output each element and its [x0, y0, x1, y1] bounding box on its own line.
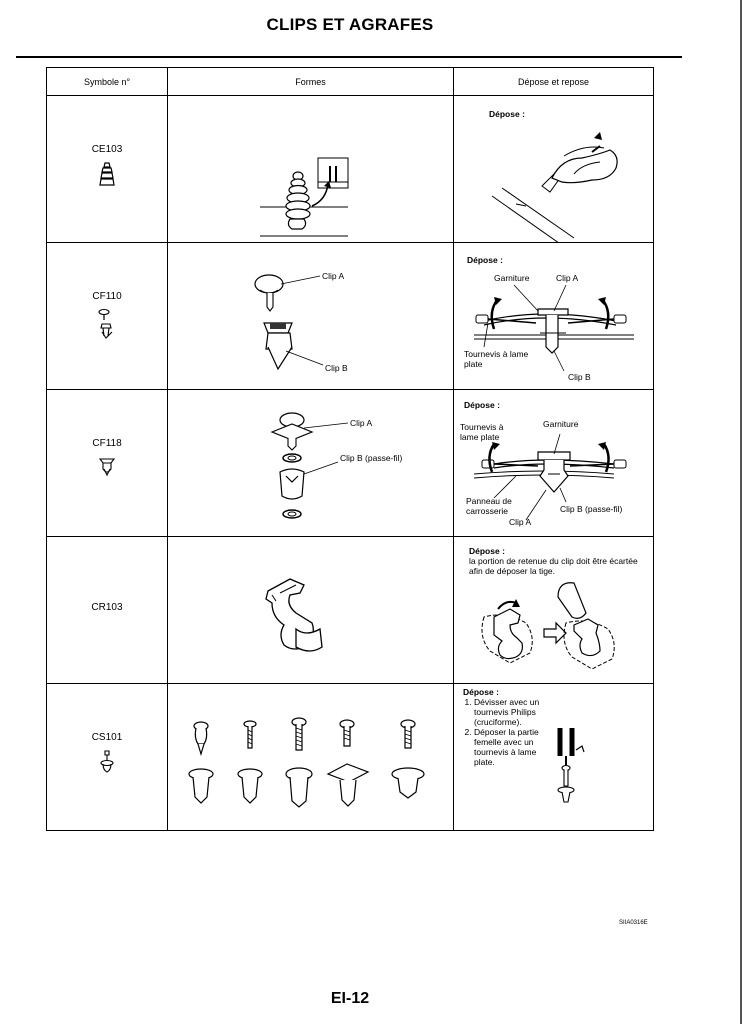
removal-label: Clip B (passe-fil): [560, 504, 623, 514]
depose-title: Dépose :: [469, 546, 505, 556]
removal-instruction: la portion de retenue du clip doit être écartée afin de déposer la tige.: [469, 556, 638, 576]
table-row: [47, 96, 654, 243]
form-label: Clip A: [322, 271, 345, 281]
form-label: Clip B: [325, 363, 348, 373]
symbol-code: CE103: [91, 144, 123, 155]
page-title: CLIPS ET AGRAFES: [266, 15, 434, 34]
form-label: Clip B (passe-fil): [340, 453, 403, 463]
symbol-cell: [47, 684, 168, 831]
depose-title: Dépose :: [463, 687, 499, 697]
removal-step: 2. Déposer la partie femelle avec un tournevis à lame plate.: [474, 727, 555, 767]
depose-cell: [454, 390, 654, 537]
form-label: Clip A: [350, 418, 373, 428]
cf118-symbol-icon: [98, 455, 116, 477]
cr103-form-drawing: [168, 537, 454, 683]
removal-label: Clip A: [509, 517, 532, 527]
header-forms: Formes: [168, 68, 454, 96]
forms-cell: [168, 537, 454, 684]
cr103-removal-drawing: [454, 537, 654, 683]
removal-label: Clip A: [556, 273, 579, 283]
depose-title: Dépose :: [464, 400, 500, 410]
table-row: [47, 390, 654, 537]
depose-cell: [454, 684, 654, 831]
header-depose: Dépose et repose: [454, 68, 654, 96]
table-header-row: [47, 68, 654, 96]
removal-label: Garniture: [543, 419, 579, 429]
table-row: [47, 684, 654, 831]
removal-step: 1. Dévisser avec un tournevis Philips (cruciforme).: [474, 697, 555, 727]
depose-cell: [454, 243, 654, 390]
ce103-form-drawing: [168, 96, 454, 242]
table-row: [47, 537, 654, 684]
removal-label: Clip B: [568, 372, 591, 382]
cf118-form-drawing: [168, 390, 454, 536]
symbol-cell: [47, 537, 168, 684]
ce103-removal-drawing: [454, 96, 654, 242]
clips-table: [46, 67, 654, 831]
figure-code: SIIA0316E: [619, 920, 648, 926]
forms-cell: [168, 684, 454, 831]
symbol-code: CF110: [92, 291, 122, 302]
symbol-code: CR103: [91, 602, 123, 613]
cf110-form-drawing: [168, 243, 454, 389]
cs101-form-drawing: [168, 684, 454, 830]
table-row: [47, 243, 654, 390]
depose-title: Dépose :: [489, 109, 525, 119]
symbol-cell: [47, 390, 168, 537]
symbol-cell: [47, 243, 168, 390]
cf110-symbol-icon: [96, 308, 118, 340]
cs101-removal-drawing: [454, 684, 654, 830]
forms-cell: [168, 243, 454, 390]
removal-label: Garniture: [494, 273, 530, 283]
removal-label: Panneau de carrosserie: [466, 496, 512, 516]
header-symbol: Symbole n°: [47, 68, 168, 96]
ce103-symbol-icon: [99, 161, 115, 187]
symbol-code: CF118: [92, 438, 122, 449]
depose-cell: [454, 96, 654, 243]
cs101-symbol-icon: [99, 749, 115, 773]
forms-cell: [168, 390, 454, 537]
symbol-cell: [47, 96, 168, 243]
removal-label: Tournevis à lame plate: [460, 422, 504, 442]
depose-cell: [454, 537, 654, 684]
title-rule: [16, 56, 682, 58]
page-number: EI-12: [330, 990, 370, 1007]
depose-title: Dépose :: [467, 255, 503, 265]
symbol-code: CS101: [91, 732, 123, 743]
page-right-border: [740, 0, 742, 1024]
forms-cell: [168, 96, 454, 243]
removal-label: Tournevis à lame plate: [464, 349, 529, 369]
